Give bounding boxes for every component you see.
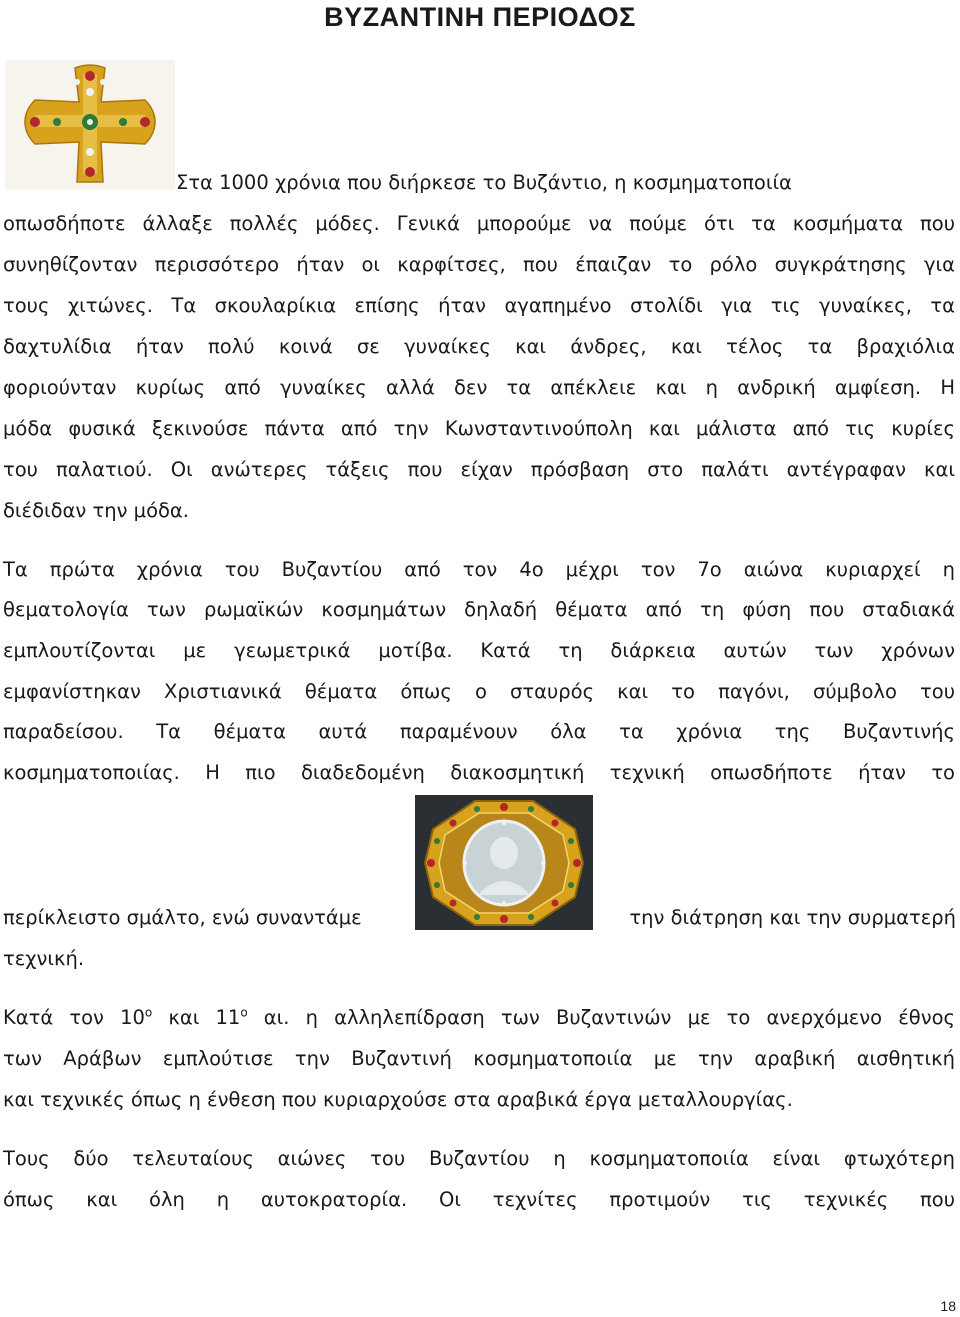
- text-line: μόδα φυσικά ξεκινούσε πάντα από την Κωνσταντινούπολη και μάλιστα από τις κυρίες: [3, 417, 955, 440]
- text-line: του παλατιού. Οι ανώτερες τάξεις που είχαν πρόσβαση στο παλάτι αντέγραφαν και: [3, 458, 955, 481]
- text-line: παραδείσου. Τα θέματα αυτά παραμένουν όλα τα χρόνια της Βυζαντινής: [3, 720, 955, 743]
- text-line: τεχνική.: [3, 947, 85, 970]
- text-line: την διάτρηση και την συρματερή: [629, 906, 956, 929]
- byzantine-enamel-medallion-image: [415, 795, 593, 930]
- text-line: εμφανίστηκαν Χριστιανικά θέματα όπως ο σταυρός και το παγόνι, σύμβολο του: [3, 680, 955, 703]
- text-segment: Κατά τον 10: [3, 1006, 145, 1029]
- text-line: διέδιδαν την μόδα.: [3, 499, 189, 522]
- text-line: και τεχνικές όπως η ένθεση που κυριαρχούσε στα αραβικά έργα μεταλλουργίας.: [3, 1088, 793, 1111]
- superscript: ο: [144, 1005, 153, 1020]
- text-line: των Αράβων εμπλούτισε την Βυζαντινή κοσμηματοποιία με την αραβική αισθητική: [3, 1047, 955, 1070]
- text-line: συνηθίζονταν περισσότερο ήταν οι καρφίτσες, που έπαιζαν το ρόλο συγκράτησης για: [3, 253, 955, 276]
- text-segment: και 11: [152, 1006, 241, 1029]
- text-line: φοριούνταν κυρίως από γυναίκες αλλά δεν τα απέκλειε και η ανδρική αμφίεση. Η: [3, 376, 955, 399]
- text-line: Τα πρώτα χρόνια του Βυζαντίου από τον 4ο μέχρι τον 7ο αιώνα κυριαρχεί η: [3, 558, 955, 581]
- text-line: περίκλειστο σμάλτο, ενώ συναντάμε: [3, 906, 362, 929]
- page-number: 18: [940, 1298, 956, 1314]
- text-line: Τους δύο τελευταίους αιώνες του Βυζαντίου η κοσμηματοποιία είναι φτωχότερη: [3, 1147, 955, 1170]
- byzantine-gold-cross-image: [5, 60, 175, 190]
- text-line: τους χιτώνες. Τα σκουλαρίκια επίσης ήταν αγαπημένο στολίδι για τις γυναίκες, τα: [3, 294, 955, 317]
- text-line: Στα 1000 χρόνια που διήρκεσε το Βυζάντιο, η κοσμηματοποιία: [176, 171, 792, 194]
- text-line: θεματολογία των ρωμαϊκών κοσμημάτων δηλαδή θέματα από τη φύση που σταδιακά: [3, 598, 955, 621]
- page-title: ΒΥΖΑΝΤΙΝΗ ΠΕΡΙΟΔΟΣ: [324, 2, 636, 32]
- text-line: εμπλουτίζονται με γεωμετρικά μοτίβα. Κατά τη διάρκεια αυτών των χρόνων: [3, 639, 955, 662]
- superscript: ο: [240, 1005, 248, 1020]
- text-segment: αι. η αλληλεπίδραση των Βυζαντινών με το ανερχόμενο έθνος: [247, 1006, 955, 1029]
- text-line: οπωσδήποτε άλλαξε πολλές μόδες. Γενικά μπορούμε να πούμε ότι τα κοσμήματα που: [3, 212, 955, 235]
- text-line: [3, 1005, 955, 1031]
- text-line: κοσμηματοποιίας. Η πιο διαδεδομένη διακοσμητική τεχνική οπωσδήποτε ήταν το: [3, 761, 955, 784]
- text-line: δαχτυλίδια ήταν πολύ κοινά σε γυναίκες και άνδρες, και τέλος τα βραχιόλια: [3, 335, 955, 358]
- text-line: όπως και όλη η αυτοκρατορία. Οι τεχνίτες προτιμούν τις τεχνικές που: [3, 1188, 955, 1211]
